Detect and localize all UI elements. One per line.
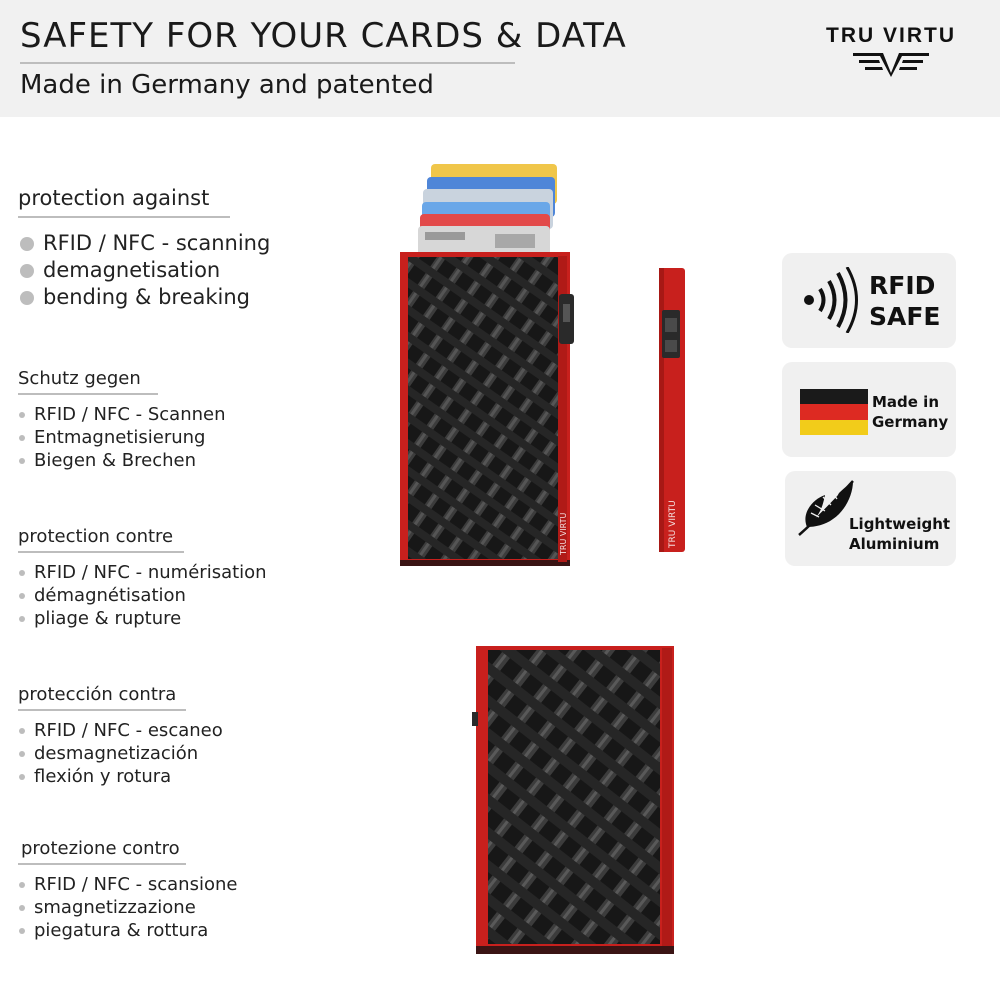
section-french — [18, 526, 267, 630]
list-item-text: RFID / NFC - numérisation — [34, 562, 267, 583]
bullet-icon — [19, 751, 25, 757]
bullet-icon — [20, 291, 34, 305]
list-item-text: demagnetisation — [43, 258, 221, 282]
list-item-text: flexión y rotura — [34, 766, 172, 787]
list-item — [18, 919, 237, 942]
list-item-text: RFID / NFC - scanning — [43, 231, 271, 255]
bullet-icon — [19, 616, 25, 622]
list-item-text: Biegen & Brechen — [34, 450, 197, 471]
list-item-text: RFID / NFC - scansione — [34, 874, 238, 895]
feature-list — [18, 561, 267, 630]
made-in-germany-badge — [782, 362, 956, 457]
lightweight-label: Lightweight — [849, 515, 951, 533]
germany-label: Germany — [872, 413, 949, 431]
bullet-icon — [19, 593, 25, 599]
lightweight-badge — [785, 471, 956, 566]
section-heading: Schutz gegen — [18, 368, 158, 395]
rfid-signal-icon — [800, 267, 864, 333]
side-engraving: TRU VIRTU — [668, 500, 678, 548]
safe-label: SAFE — [869, 302, 941, 331]
list-item-text: desmagnetización — [34, 743, 199, 764]
feature-list — [18, 873, 237, 942]
list-item — [18, 403, 226, 426]
bullet-icon — [20, 264, 34, 278]
bullet-icon — [19, 412, 25, 418]
wallet-side-profile-image — [655, 268, 689, 554]
list-item — [18, 607, 267, 630]
bullet-icon — [19, 728, 25, 734]
section-heading: protezione contro — [18, 838, 186, 865]
aluminium-label: Aluminium — [849, 535, 940, 553]
made-in-label: Made in — [872, 393, 940, 411]
list-item-text: pliage & rupture — [34, 608, 182, 629]
list-item — [18, 896, 237, 919]
feature-list — [18, 230, 270, 311]
section-heading: protection against — [18, 186, 230, 218]
section-spanish — [18, 684, 223, 788]
bullet-icon — [19, 458, 25, 464]
feature-list — [18, 403, 226, 472]
bullet-icon — [19, 928, 25, 934]
list-item — [18, 561, 267, 584]
rfid-label: RFID — [869, 271, 936, 300]
section-english — [18, 186, 270, 311]
bullet-icon — [19, 882, 25, 888]
section-heading: protection contre — [18, 526, 184, 553]
section-heading: protección contra — [18, 684, 186, 711]
list-item-text: RFID / NFC - escaneo — [34, 720, 223, 741]
feature-list — [18, 719, 223, 788]
list-item-text: smagnetizzazione — [34, 897, 196, 918]
list-item — [18, 284, 270, 311]
list-item — [18, 257, 270, 284]
wallet-engraving: TRU VIRTU — [559, 512, 568, 555]
bullet-icon — [19, 570, 25, 576]
list-item — [18, 449, 226, 472]
list-item — [18, 742, 223, 765]
brand-name: TRU VIRTU — [826, 24, 956, 47]
bullet-icon — [20, 237, 34, 251]
bullet-icon — [19, 435, 25, 441]
list-item — [18, 230, 270, 257]
list-item — [18, 719, 223, 742]
section-german — [18, 368, 226, 472]
list-item — [18, 873, 237, 896]
title-divider — [20, 62, 515, 64]
list-item-text: démagnétisation — [34, 585, 186, 606]
brand-emblem-icon — [853, 51, 929, 77]
german-flag-icon — [800, 389, 868, 435]
bullet-icon — [19, 905, 25, 911]
list-item — [18, 765, 223, 788]
list-item-text: RFID / NFC - Scannen — [34, 404, 226, 425]
wallet-with-cards-image — [395, 160, 585, 570]
bullet-icon — [19, 774, 25, 780]
list-item — [18, 584, 267, 607]
page-subtitle: Made in Germany and patented — [20, 70, 434, 100]
section-italian — [18, 838, 237, 942]
brand-logo — [800, 24, 982, 77]
page-title: SAFETY FOR YOUR CARDS & DATA — [20, 16, 627, 56]
list-item-text: Entmagnetisierung — [34, 427, 206, 448]
list-item — [18, 426, 226, 449]
header-banner — [0, 0, 1000, 117]
list-item-text: bending & breaking — [43, 285, 251, 309]
rfid-safe-badge — [782, 253, 956, 348]
list-item-text: piegatura & rottura — [34, 920, 209, 941]
wallet-back-image — [470, 646, 678, 956]
